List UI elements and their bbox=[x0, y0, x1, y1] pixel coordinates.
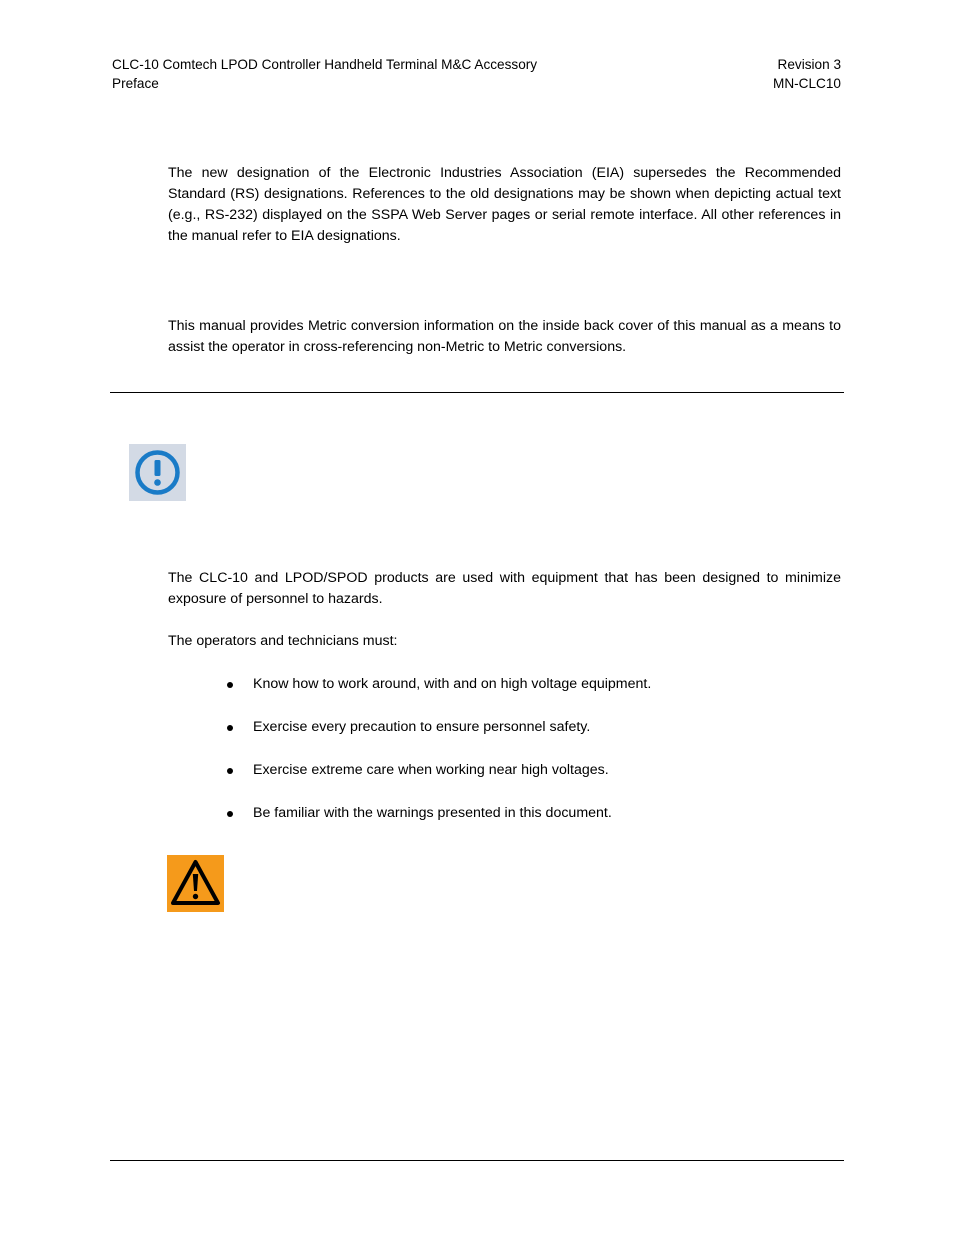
bullet-icon bbox=[227, 725, 233, 731]
safety-paragraph: The CLC-10 and LPOD/SPOD products are used with equipment that has been designed to minimize exposure of personnel to hazards. bbox=[168, 570, 841, 607]
operators-intro: The operators and technicians must: bbox=[168, 633, 398, 649]
important-notice-icon bbox=[129, 444, 186, 501]
warning-icon bbox=[167, 855, 224, 912]
list-item: Know how to work around, with and on high voltage equipment. bbox=[225, 674, 651, 695]
bullet-icon bbox=[227, 768, 233, 774]
revision-label: Revision 3 bbox=[777, 57, 841, 72]
requirements-list bbox=[225, 674, 651, 846]
document-title: CLC-10 Comtech LPOD Controller Handheld Terminal M&C Accessory bbox=[112, 57, 538, 72]
page-header-right bbox=[773, 55, 841, 93]
section-name: Preface bbox=[112, 76, 159, 91]
list-item: Exercise extreme care when working near high voltages. bbox=[225, 760, 651, 781]
footer-divider bbox=[110, 1160, 844, 1161]
bullet-icon bbox=[227, 682, 233, 688]
document-number: MN-CLC10 bbox=[773, 76, 841, 91]
bullet-icon bbox=[227, 811, 233, 817]
page-header-left bbox=[112, 55, 537, 93]
metric-conversion-paragraph: This manual provides Metric conversion information on the inside back cover of this manual as a means to assist the operator in cross-referencing non-Metric to Metric conversions. bbox=[168, 318, 841, 355]
section-divider bbox=[110, 392, 844, 393]
list-item: Exercise every precaution to ensure personnel safety. bbox=[225, 717, 651, 738]
list-item: Be familiar with the warnings presented in this document. bbox=[225, 803, 651, 824]
eia-designation-paragraph: The new designation of the Electronic Industries Association (EIA) supersedes the Recommended Standard (RS) designations. References to the old designations may be shown when depicting actual text (e.g., RS-232) displayed on the SSPA Web Server pages or serial remote interface. All other references in the manual refer to EIA designations. bbox=[168, 165, 841, 244]
